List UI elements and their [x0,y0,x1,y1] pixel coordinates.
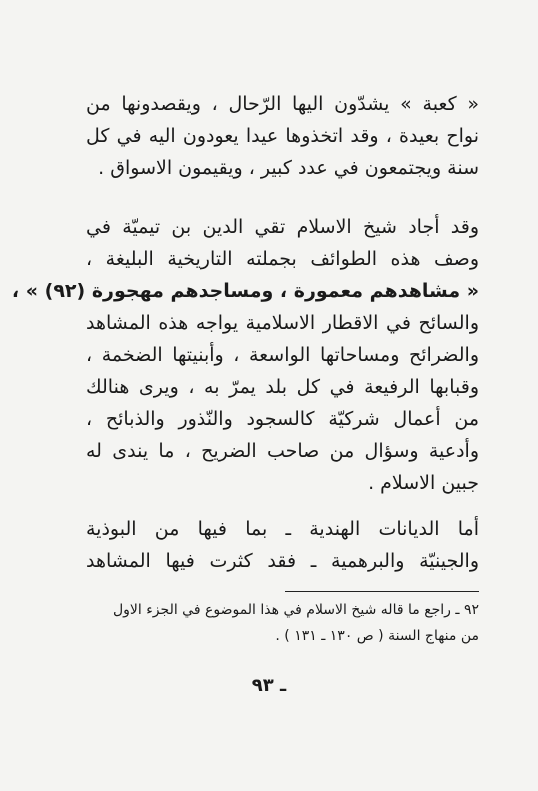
paragraph-2 [11,211,479,499]
text-line: وأدعية وسؤال من صاحب الضريح ، ما يندى له [86,440,479,462]
footnote-line: ٩٢ ـ راجع ما قاله شيخ الاسلام في هذا الموضوع في الجزء الاول [112,602,479,618]
text-line: وصف هذه الطوائف بجملته التاريخية البليغة ، [86,248,479,270]
text-line: « كعبة » يشدّون اليها الرّحال ، ويقصدونها من [86,93,479,115]
paragraph-1 [86,88,479,184]
text-line: أما الديانات الهندية ـ بما فيها من البوذية [86,518,479,540]
page-number: ـ ٩٣ [251,675,287,696]
paragraph-3 [86,513,479,577]
text-line: وقد أجاد شيخ الاسلام تقي الدين بن تيميّة في [86,216,479,238]
text-line: سنة ويجتمعون في عدد كبير ، ويقيمون الاسواق . [98,157,479,179]
footnote-divider [285,591,479,592]
text-line: والسائح في الاقطار الاسلامية يواجه هذه المشاهد [86,312,479,334]
text-line: والضرائح ومساحاتها الواسعة ، وأبنيتها الضخمة ، [86,344,479,366]
text-line: وقبابها الرفيعة في كل بلد يمرّ به ، ويرى هنالك [86,376,479,398]
text-line: نواح بعيدة ، وقد اتخذوها عيدا يعودون اليه في كل [86,125,479,147]
text-line: جبين الاسلام . [368,472,479,494]
footnote-line: من منهاج السنة ( ص ١٣٠ ـ ١٣١ ) . [275,628,479,644]
quotation-line: « مشاهدهم معمورة ، ومساجدهم مهجورة (٩٢) » ، [11,280,479,302]
text-line: والجينيّة والبرهمية ـ فقد كثرت فيها المشاهد [86,550,479,572]
text-line: من أعمال شركيّة كالسجود والنّذور والذبائح ، [86,408,479,430]
footnote [110,597,479,649]
